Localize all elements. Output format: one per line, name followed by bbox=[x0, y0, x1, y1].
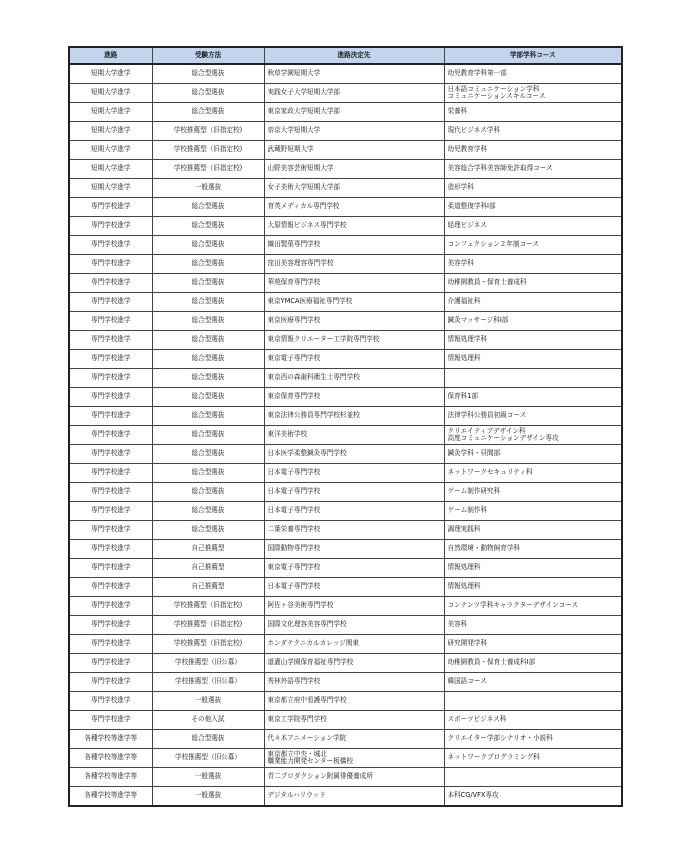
path-cell: 専門学校進学 bbox=[69, 312, 152, 331]
destination-cell-line: 日本電子専門学校 bbox=[267, 487, 321, 496]
path-cell: 短期大学進学 bbox=[69, 64, 152, 84]
destination-cell-line: 東京西の森歯科衛生士専門学校 bbox=[267, 373, 360, 382]
course-cell-line: 美容学科 bbox=[447, 259, 474, 268]
method-cell: 総合型選抜 bbox=[152, 445, 264, 464]
method-cell: 総合型選抜 bbox=[152, 236, 264, 255]
path-cell: 短期大学進学 bbox=[69, 103, 152, 122]
course-cell bbox=[444, 730, 622, 749]
destination-cell-line: 東京保育専門学校 bbox=[267, 392, 321, 401]
destination-cell bbox=[264, 616, 444, 635]
course-cell bbox=[444, 521, 622, 540]
course-cell-line: 情報処理科 bbox=[447, 563, 481, 572]
path-cell: 専門学校進学 bbox=[69, 217, 152, 236]
destination-cell bbox=[264, 540, 444, 559]
destination-cell bbox=[264, 730, 444, 749]
table-row bbox=[69, 730, 622, 749]
destination-cell bbox=[264, 293, 444, 312]
course-cell bbox=[444, 217, 622, 236]
path-cell: 各種学校等進学等 bbox=[69, 768, 152, 787]
course-cell-line: 経理ビジネス bbox=[447, 221, 487, 230]
method-cell: 総合型選抜 bbox=[152, 464, 264, 483]
path-cell: 各種学校等進学等 bbox=[69, 787, 152, 807]
destination-cell-line: 二葉栄養専門学校 bbox=[267, 525, 321, 534]
destination-cell-line: 代々木アニメーション学院 bbox=[267, 734, 347, 743]
course-cell bbox=[444, 711, 622, 730]
header-method: 受験方法 bbox=[152, 47, 264, 64]
destination-cell-line: 帝京大学短期大学 bbox=[267, 126, 321, 135]
course-cell bbox=[444, 559, 622, 578]
method-cell: 総合型選抜 bbox=[152, 331, 264, 350]
destination-cell-line: 日本電子専門学校 bbox=[267, 468, 321, 477]
course-cell bbox=[444, 692, 622, 711]
method-cell: 総合型選抜 bbox=[152, 103, 264, 122]
course-cell-line: 情報処理学科 bbox=[447, 335, 488, 344]
course-cell-line: 調理実践科 bbox=[447, 525, 481, 534]
course-cell bbox=[444, 768, 622, 787]
path-cell: 専門学校進学 bbox=[69, 559, 152, 578]
method-cell: 総合型選抜 bbox=[152, 730, 264, 749]
course-cell bbox=[444, 464, 622, 483]
path-cell: 専門学校進学 bbox=[69, 464, 152, 483]
course-cell bbox=[444, 293, 622, 312]
destination-cell-line: 秋草学園短期大学 bbox=[267, 69, 321, 78]
course-cell bbox=[444, 369, 622, 388]
course-cell-line: コンテンツ学科キャラクターデザインコース bbox=[447, 601, 579, 610]
course-cell-line: ゲーム制作研究科 bbox=[447, 487, 501, 496]
table-row bbox=[69, 502, 622, 521]
course-cell-line: 高度コミュニケーションデザイン専攻 bbox=[447, 434, 559, 442]
course-cell-line: 韓国語コース bbox=[447, 677, 487, 686]
destination-cell-line: 山野美容芸術短期大学 bbox=[267, 164, 334, 173]
path-cell: 専門学校進学 bbox=[69, 407, 152, 426]
table-row bbox=[69, 388, 622, 407]
table-row bbox=[69, 103, 622, 122]
destination-cell-line: 職業能力開発センター板橋校 bbox=[267, 757, 353, 765]
table-row bbox=[69, 464, 622, 483]
course-cell-line: 美容科 bbox=[447, 620, 468, 629]
course-cell-line: ゲーム制作科 bbox=[447, 506, 488, 515]
course-cell bbox=[444, 540, 622, 559]
table-row bbox=[69, 407, 622, 426]
path-cell: 専門学校進学 bbox=[69, 673, 152, 692]
path-cell: 専門学校進学 bbox=[69, 198, 152, 217]
method-cell: 総合型選抜 bbox=[152, 293, 264, 312]
course-cell-line: 造形学科 bbox=[447, 183, 474, 192]
header-path: 進路 bbox=[69, 47, 152, 64]
destination-cell-line: 女子美術大学短期大学部 bbox=[267, 183, 341, 192]
course-cell bbox=[444, 274, 622, 293]
course-cell-line: ネットワークプログラミング科 bbox=[447, 753, 540, 762]
method-cell: 一般選抜 bbox=[152, 768, 264, 787]
course-cell-line: 本科CG/VFX専攻 bbox=[447, 791, 499, 800]
method-cell: 学校推薦型（旧指定校) bbox=[152, 597, 264, 616]
course-cell bbox=[444, 179, 622, 198]
destination-cell bbox=[264, 673, 444, 692]
method-cell: 学校推薦型（旧指定校) bbox=[152, 616, 264, 635]
table-row bbox=[69, 597, 622, 616]
method-cell: 総合型選抜 bbox=[152, 84, 264, 103]
destination-cell bbox=[264, 160, 444, 179]
course-cell bbox=[444, 312, 622, 331]
course-cell-line: 幼稚園教員・保育士養成科Ⅰ部 bbox=[447, 658, 536, 667]
method-cell: 総合型選抜 bbox=[152, 217, 264, 236]
table-row bbox=[69, 217, 622, 236]
method-cell: 総合型選抜 bbox=[152, 426, 264, 445]
path-cell: 各種学校等進学等 bbox=[69, 730, 152, 749]
path-cell: 専門学校進学 bbox=[69, 369, 152, 388]
destination-cell bbox=[264, 597, 444, 616]
table-row bbox=[69, 426, 622, 445]
course-cell-line: 鍼灸学科・昼間部 bbox=[447, 449, 501, 458]
destination-cell bbox=[264, 635, 444, 654]
path-cell: 専門学校進学 bbox=[69, 331, 152, 350]
method-cell: 総合型選抜 bbox=[152, 312, 264, 331]
path-cell: 専門学校進学 bbox=[69, 711, 152, 730]
table-row bbox=[69, 141, 622, 160]
method-cell: 総合型選抜 bbox=[152, 350, 264, 369]
destination-cell-line: デジタルハリウッド bbox=[267, 791, 326, 800]
path-cell: 専門学校進学 bbox=[69, 616, 152, 635]
course-cell bbox=[444, 122, 622, 141]
path-cell: 専門学校進学 bbox=[69, 597, 152, 616]
path-cell: 専門学校進学 bbox=[69, 426, 152, 445]
destination-cell-line: 東京医療専門学校 bbox=[267, 316, 321, 325]
table-row bbox=[69, 673, 622, 692]
course-cell bbox=[444, 236, 622, 255]
course-cell bbox=[444, 597, 622, 616]
course-cell bbox=[444, 616, 622, 635]
table-row bbox=[69, 521, 622, 540]
path-cell: 専門学校進学 bbox=[69, 578, 152, 597]
destination-cell-line: 織田製菓専門学校 bbox=[267, 240, 321, 249]
table-row bbox=[69, 559, 622, 578]
method-cell: 自己推薦型 bbox=[152, 559, 264, 578]
path-cell: 専門学校進学 bbox=[69, 521, 152, 540]
destination-cell bbox=[264, 84, 444, 103]
path-cell: 短期大学進学 bbox=[69, 84, 152, 103]
destination-cell bbox=[264, 217, 444, 236]
course-cell bbox=[444, 141, 622, 160]
destination-cell-line: 阿佐ヶ谷美術専門学校 bbox=[267, 601, 334, 610]
course-cell-line: クリエイター学部シナリオ・小説科 bbox=[447, 734, 553, 743]
destination-cell bbox=[264, 426, 444, 445]
destination-cell-line: 実践女子大学短期大学部 bbox=[267, 88, 341, 97]
course-cell bbox=[444, 426, 622, 445]
course-cell bbox=[444, 502, 622, 521]
destination-cell bbox=[264, 502, 444, 521]
table-row bbox=[69, 293, 622, 312]
destination-cell-line: 青二プロダクション附属俳優養成所 bbox=[267, 772, 373, 781]
destination-cell bbox=[264, 749, 444, 768]
course-cell bbox=[444, 350, 622, 369]
course-cell-line: スポーツビジネス科 bbox=[447, 715, 507, 724]
course-cell-line: 幼児教育学科 bbox=[447, 145, 488, 154]
destination-cell-line: 東京家政大学短期大学部 bbox=[267, 107, 341, 116]
path-cell: 専門学校進学 bbox=[69, 635, 152, 654]
method-cell: 総合型選抜 bbox=[152, 274, 264, 293]
destination-cell bbox=[264, 388, 444, 407]
method-cell: 総合型選抜 bbox=[152, 255, 264, 274]
method-cell: 学校推薦型（旧指定校) bbox=[152, 122, 264, 141]
destination-cell bbox=[264, 521, 444, 540]
method-cell: 総合型選抜 bbox=[152, 483, 264, 502]
course-cell-line: 栄養科 bbox=[447, 107, 468, 116]
course-cell bbox=[444, 787, 622, 807]
destination-cell bbox=[264, 692, 444, 711]
course-cell-line: 柔道整復学科Ⅰ部 bbox=[447, 202, 496, 211]
course-cell bbox=[444, 635, 622, 654]
course-cell-line: 自然環境・動物飼育学科 bbox=[447, 544, 521, 553]
course-cell-line: コンフェクション２年制コース bbox=[447, 240, 540, 249]
table-body bbox=[69, 64, 622, 806]
destination-cell bbox=[264, 464, 444, 483]
path-cell: 専門学校進学 bbox=[69, 274, 152, 293]
destination-cell-line: 東京電子専門学校 bbox=[267, 563, 321, 572]
destination-cell-line: 東京YMCA医療福祉専門学校 bbox=[267, 297, 353, 306]
table-row bbox=[69, 635, 622, 654]
table-row bbox=[69, 540, 622, 559]
path-cell: 専門学校進学 bbox=[69, 654, 152, 673]
path-cell: 専門学校進学 bbox=[69, 483, 152, 502]
destination-cell bbox=[264, 407, 444, 426]
destination-cell-line: 窪田美容理容専門学校 bbox=[267, 259, 334, 268]
course-cell bbox=[444, 673, 622, 692]
destination-cell-line: 日本電子専門学校 bbox=[267, 506, 321, 515]
course-cell bbox=[444, 445, 622, 464]
course-cell-line: コミュニケーションスキルコース bbox=[447, 92, 546, 100]
table-row bbox=[69, 274, 622, 293]
destination-cell-line: 東京都立中央・城北 bbox=[267, 749, 327, 758]
method-cell: 一般選抜 bbox=[152, 692, 264, 711]
destination-cell-line: 秀林外語専門学校 bbox=[267, 677, 321, 686]
path-cell: 短期大学進学 bbox=[69, 160, 152, 179]
method-cell: 学校推薦型（旧公募） bbox=[152, 749, 264, 768]
course-cell bbox=[444, 84, 622, 103]
table-row bbox=[69, 692, 622, 711]
destination-cell bbox=[264, 141, 444, 160]
destination-cell bbox=[264, 787, 444, 807]
table-row bbox=[69, 312, 622, 331]
course-cell bbox=[444, 198, 622, 217]
table-row bbox=[69, 654, 622, 673]
table-row bbox=[69, 711, 622, 730]
path-cell: 専門学校進学 bbox=[69, 445, 152, 464]
path-cell: 専門学校進学 bbox=[69, 293, 152, 312]
destination-cell bbox=[264, 654, 444, 673]
table-row bbox=[69, 198, 622, 217]
course-cell bbox=[444, 407, 622, 426]
path-cell: 専門学校進学 bbox=[69, 502, 152, 521]
destination-cell bbox=[264, 369, 444, 388]
course-cell-line: 法律学科公務員初級コース bbox=[447, 411, 527, 420]
course-cell bbox=[444, 749, 622, 768]
method-cell: 学校推薦型（旧指定校) bbox=[152, 160, 264, 179]
destination-cell-line: 華苑保育専門学校 bbox=[267, 278, 321, 287]
method-cell: 学校推薦型（旧指定校) bbox=[152, 635, 264, 654]
course-cell bbox=[444, 578, 622, 597]
table-row bbox=[69, 236, 622, 255]
destination-cell bbox=[264, 103, 444, 122]
destination-cell-line: 育英メディカル専門学校 bbox=[267, 202, 340, 211]
destination-cell bbox=[264, 312, 444, 331]
table-row bbox=[69, 160, 622, 179]
course-cell-line: 保育科1部 bbox=[447, 392, 479, 401]
course-cell-line: 介護福祉科 bbox=[447, 297, 481, 306]
path-cell: 短期大学進学 bbox=[69, 179, 152, 198]
destination-cell-line: 東京都立府中看護専門学校 bbox=[267, 696, 347, 705]
path-cell: 各種学校等進学等 bbox=[69, 749, 152, 768]
method-cell: 総合型選抜 bbox=[152, 388, 264, 407]
course-cell-line: 現代ビジネス学科 bbox=[447, 126, 501, 135]
course-cell bbox=[444, 64, 622, 84]
course-cell-line: 幼稚園教員・保育士養成科 bbox=[447, 278, 527, 287]
destination-cell bbox=[264, 331, 444, 350]
path-cell: 専門学校進学 bbox=[69, 236, 152, 255]
table-row bbox=[69, 64, 622, 84]
destination-cell bbox=[264, 179, 444, 198]
course-cell-line: 幼児教育学科第一部 bbox=[447, 69, 507, 78]
table-row bbox=[69, 787, 622, 807]
destination-cell-line: ホンダテクニカルカレッジ関東 bbox=[267, 639, 360, 648]
destination-cell-line: 日本電子専門学校 bbox=[267, 582, 321, 591]
destination-cell-line: 東京情報クリエーター工学院専門学校 bbox=[267, 335, 380, 344]
destination-cell bbox=[264, 350, 444, 369]
destination-cell bbox=[264, 122, 444, 141]
table-row bbox=[69, 84, 622, 103]
header-row bbox=[69, 47, 622, 64]
destination-cell bbox=[264, 483, 444, 502]
table-row bbox=[69, 616, 622, 635]
path-cell: 専門学校進学 bbox=[69, 388, 152, 407]
destination-cell-line: 東洋美術学校 bbox=[267, 430, 308, 439]
destination-cell-line: 大原情報ビジネス専門学校 bbox=[267, 221, 347, 230]
course-cell bbox=[444, 483, 622, 502]
path-cell: 短期大学進学 bbox=[69, 141, 152, 160]
destination-cell bbox=[264, 255, 444, 274]
table-row bbox=[69, 578, 622, 597]
method-cell: 総合型選抜 bbox=[152, 198, 264, 217]
course-cell-line: 研究開発学科 bbox=[447, 639, 488, 648]
method-cell: 一般選抜 bbox=[152, 179, 264, 198]
table-row bbox=[69, 331, 622, 350]
destination-cell bbox=[264, 711, 444, 730]
destination-cell-line: 国際文化理容美容専門学校 bbox=[267, 620, 347, 629]
destination-cell bbox=[264, 578, 444, 597]
destination-cell bbox=[264, 559, 444, 578]
header-destination: 進路決定先 bbox=[264, 47, 444, 64]
path-cell: 専門学校進学 bbox=[69, 540, 152, 559]
destination-cell bbox=[264, 236, 444, 255]
method-cell: 一般選抜 bbox=[152, 787, 264, 807]
method-cell: 学校推薦型（旧公募） bbox=[152, 654, 264, 673]
destination-cell bbox=[264, 274, 444, 293]
table-row bbox=[69, 122, 622, 141]
destination-cell-line: 東京法律公務員専門学校杉並校 bbox=[267, 411, 360, 420]
course-cell bbox=[444, 255, 622, 274]
method-cell: 学校推薦型（旧公募） bbox=[152, 673, 264, 692]
header-course: 学部学科コース bbox=[444, 47, 622, 64]
method-cell: 自己推薦型 bbox=[152, 578, 264, 597]
method-cell: その他入試 bbox=[152, 711, 264, 730]
method-cell: 自己推薦型 bbox=[152, 540, 264, 559]
table-row bbox=[69, 255, 622, 274]
table-row bbox=[69, 483, 622, 502]
path-cell: 専門学校進学 bbox=[69, 692, 152, 711]
destination-cell bbox=[264, 768, 444, 787]
destination-cell-line: 国際動物専門学校 bbox=[267, 544, 321, 553]
table-row bbox=[69, 350, 622, 369]
destination-cell-line: 日本医学柔整鍼灸専門学校 bbox=[267, 449, 347, 458]
method-cell: 学校推薦型（旧指定校) bbox=[152, 141, 264, 160]
course-cell-line: 情報処理科 bbox=[447, 582, 481, 591]
destination-cell-line: 東京電子専門学校 bbox=[267, 354, 321, 363]
course-cell bbox=[444, 388, 622, 407]
course-cell-line: 情報処理科 bbox=[447, 354, 481, 363]
table-row bbox=[69, 445, 622, 464]
course-cell-line: 美容総合学科美容師免許取得コース bbox=[447, 164, 553, 173]
destination-cell bbox=[264, 198, 444, 217]
course-cell-line: 日本語コミュニケーション学科 bbox=[447, 84, 540, 93]
method-cell: 総合型選抜 bbox=[152, 369, 264, 388]
table-row bbox=[69, 749, 622, 768]
course-cell bbox=[444, 654, 622, 673]
career-table bbox=[68, 46, 623, 807]
path-cell: 専門学校進学 bbox=[69, 255, 152, 274]
destination-cell bbox=[264, 445, 444, 464]
destination-cell-line: 武蔵野短期大学 bbox=[267, 145, 314, 154]
method-cell: 総合型選抜 bbox=[152, 521, 264, 540]
course-cell bbox=[444, 331, 622, 350]
destination-cell-line: 東京工学院専門学校 bbox=[267, 715, 327, 724]
table-row bbox=[69, 179, 622, 198]
path-cell: 短期大学進学 bbox=[69, 122, 152, 141]
method-cell: 総合型選抜 bbox=[152, 407, 264, 426]
method-cell: 総合型選抜 bbox=[152, 502, 264, 521]
course-cell bbox=[444, 160, 622, 179]
destination-cell-line: 道灌山学園保育福祉専門学校 bbox=[267, 658, 354, 667]
destination-cell bbox=[264, 64, 444, 84]
course-cell bbox=[444, 103, 622, 122]
table-row bbox=[69, 768, 622, 787]
course-cell-line: クリエイティブデザイン科 bbox=[447, 426, 526, 435]
table-row bbox=[69, 369, 622, 388]
course-cell-line: 鍼灸マッサージ科Ⅰ部 bbox=[447, 316, 509, 325]
method-cell: 総合型選抜 bbox=[152, 64, 264, 84]
course-cell-line: ネットワークセキュリティ科 bbox=[447, 468, 533, 477]
path-cell: 専門学校進学 bbox=[69, 350, 152, 369]
